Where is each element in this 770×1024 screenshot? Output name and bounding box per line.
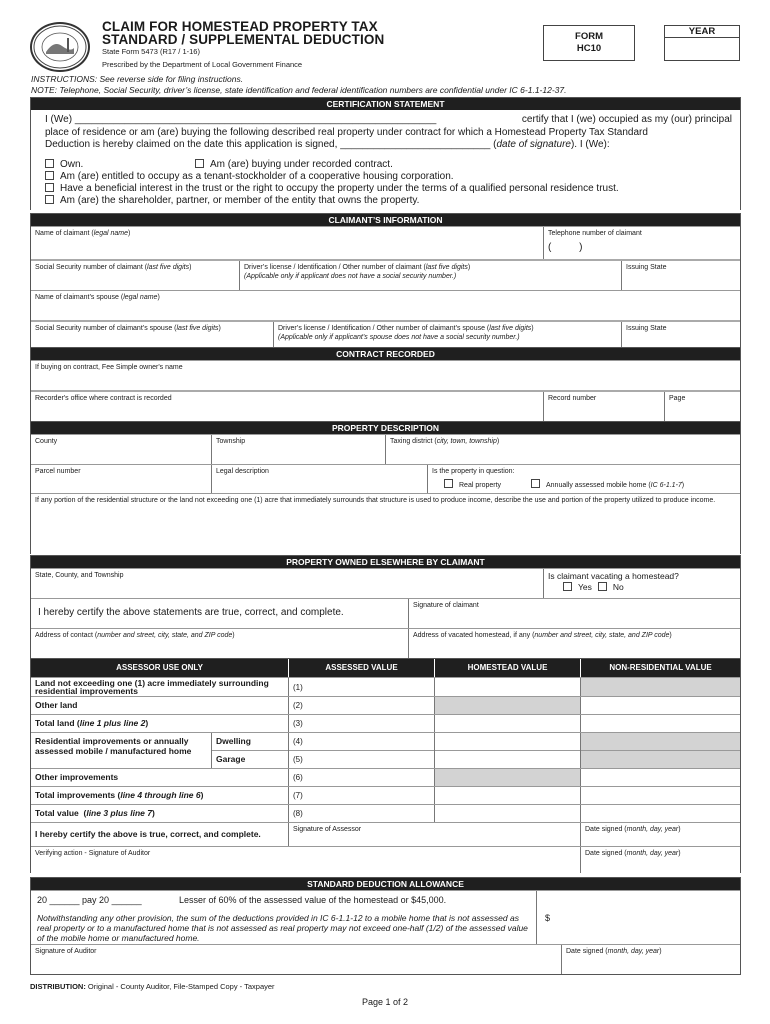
row-8-assessed-field[interactable]: (8) [288,805,434,822]
row-8-nonres-field[interactable] [580,805,740,822]
own-checkbox[interactable] [45,159,54,168]
claimant-certify-text [31,599,408,628]
row-6-label: Other improvements [35,772,119,782]
spouse-ssn-label: Social Security number of claimant’s spouse ( [35,325,177,332]
row-3-nonres-field[interactable] [580,715,740,732]
claimant-signature-label: Signature of claimant [413,602,479,609]
row-7-assessed-field[interactable]: (7) [288,787,434,804]
spouse-name-field[interactable]: Name of claimant’s spouse (legal name) [35,294,160,301]
legal-description-label: Legal description [216,468,269,475]
dl-note: (Applicable only if applicant does not have a social security number.) [244,273,457,280]
non-residential-value-header: NON-RESIDENTIAL VALUE [580,659,740,677]
deduction-year-field[interactable]: 20 ______ pay 20 ______ [37,895,142,905]
cert-line3-suffix: ). I (We): [570,139,610,150]
row-3-label-hint: line 1 plus line 2 [79,718,146,728]
claimant-name-field[interactable]: Name of claimant (legal name) [35,230,131,237]
contact-address-label: Address of contact ( [35,632,98,639]
claimant-dl-field[interactable]: Driver’s license / Identification / Other number of claimant (last five digits) (Applicable only if applicant does not have a social security number.) [239,261,621,290]
recorder-office-label: Recorder's office where contract is recorded [35,395,172,402]
township-label: Township [216,438,246,445]
claimant-name-label: Name of claimant ( [35,230,94,237]
row-4-label: Residential improvements or annually assessed mobile / manufactured home [35,736,192,756]
contract-heading: CONTRACT RECORDED [31,348,740,360]
assessor-signature-field[interactable] [288,823,580,846]
spouse-dl-field[interactable]: Driver’s license / Identification / Other number of claimant’s spouse (last five digits) (Applicable only if applicant’s spouse does not have a social security number.) [273,322,621,352]
cert-we: I (We) [45,114,75,125]
row-5-homestead-field[interactable] [435,750,580,768]
auditor-verify-label: Verifying action - Signature of Auditor [35,850,151,857]
claimant-name-hint: legal name [93,230,128,237]
assessor-date-field[interactable]: Date signed ( month, day, year ) [580,823,740,846]
row-4-nonres-disabled [581,733,740,750]
entity-member-label: Am (are) the shareholder, partner, or member of the entity that owns the property. [60,194,420,206]
deduction-date-field[interactable]: Date signed (month, day, year) [561,945,740,974]
state-form-number: State Form 5473 (R17 / 1-16) [102,47,200,56]
deduction-lesser-text: Lesser of 60% of the assessed value of the homestead or $45,000. [179,895,447,905]
legal-description-field[interactable] [211,465,427,493]
deduction-notwithstanding-text: Notwithstanding any other provision, the sum of the deductions provided in IC 6-1.1-12 to a mobile home that is not assessed as real property or to a manufactured home that is not assessed as real property may not exceed one-half (1/2) of the assessed value of the mobile home or manufactured home. [37,912,528,943]
row-8-label-hint: line 3 plus line 7 [86,808,152,818]
parcel-number-field[interactable] [31,465,211,493]
spouse-name-hint: legal name [123,294,158,301]
claimant-names-field[interactable]: _________________________________________________________________ [74,114,437,125]
spouse-ssn-hint: last five digits [176,325,219,332]
deduction-auditor-signature-field[interactable] [31,945,561,974]
trust-interest-checkbox[interactable] [45,183,54,192]
dwelling-label: Dwelling [216,736,251,747]
spouse-dl-note: (Applicable only if applicant’s spouse does not have a social security number.) [278,334,520,341]
claimant-signature-field[interactable] [408,599,740,628]
spouse-dl-hint: last five digits [489,325,532,332]
vacated-address-label: Address of vacated homestead, if any ( [413,632,535,639]
fee-simple-owner-field[interactable] [31,361,740,390]
row-1-label: Land not exceeding one (1) acre immediately surrounding residential improvements [35,678,269,696]
year-input[interactable] [665,38,739,61]
distribution-text: Original - County Auditor, File-Stamped Copy - Taxpayer [85,982,275,991]
row-7-label: Total improvements ( line 4 through line 6 ) [35,790,204,800]
assessor-date-label: Date signed ( [585,826,627,833]
cert-line2: place of residence or am (are) buying the following described real property under contract for which a Homestead Property Tax Standard [45,126,648,138]
row-2-assessed-field[interactable]: (2) [288,697,434,714]
auditor-verify-date-label: Date signed ( [585,850,627,857]
elsewhere-section [30,555,741,659]
form-title [102,20,384,46]
spouse-dl-label: Driver’s license / Identification / Other number of claimant’s spouse ( [278,325,490,332]
dl-label: Driver’s license / Identification / Other number of claimant ( [244,264,426,271]
income-use-field[interactable] [31,494,740,554]
row-1-homestead-field[interactable] [434,678,580,696]
assessor-certify-text: I hereby certify the above is true, correct, and complete. [35,829,261,840]
cert-line3: Deduction is hereby claimed on the date this application is signed, [45,139,341,150]
form-id-box [543,25,635,61]
entity-member-checkbox[interactable] [45,195,54,204]
property-type-group: Is the property in question: Real property Annually assessed mobile home (IC 6-1.1-7) [427,465,740,493]
area-code-parens: ( ) [548,242,583,253]
deduction-auditor-signature-label: Signature of Auditor [35,948,97,955]
trust-interest-label: Have a beneficial interest in the trust or the right to occupy the property under the terms of a qualified personal residence trust. [60,182,619,194]
row-3-assessed-field[interactable]: (3) [288,715,434,732]
distribution-note [30,982,275,991]
date-of-signature-field[interactable]: ___________________________ [340,139,491,150]
row-3-homestead-field[interactable] [434,715,580,732]
row-7-label-text: Total improvements ( [35,790,121,800]
auditor-verify-field[interactable] [31,847,580,873]
row-7-homestead-field[interactable] [434,787,580,804]
row-6-nonres-field[interactable] [580,769,740,786]
ssn-hint: last five digits [147,264,190,271]
row-2-nonres-field[interactable] [580,697,740,714]
deduction-date-label: Date signed ( [566,948,608,955]
taxing-district-hint: city, town, township [436,438,497,445]
county-label: County [35,438,58,445]
auditor-verify-date-field[interactable]: Date signed ( month, day, year ) [580,847,740,873]
row-3-label: Total land ( line 1 plus line 2 ) [35,718,149,728]
instructions-line: INSTRUCTIONS: See reverse side for filing instructions. [31,74,244,84]
contact-address-field[interactable]: Address of contact (number and street, city, state, and ZIP code) [35,632,235,639]
row-4-assessed-field[interactable]: (4) [293,737,303,747]
contract-section [30,347,741,421]
garage-label: Garage [212,750,288,768]
vacating-label: Is claimant vacating a homestead? [548,571,679,581]
auditor-verify-date-hint: month, day, year [626,850,679,857]
vacating-no-label: No [612,582,624,592]
form-number: HC10 [576,43,602,54]
row-4-homestead-field[interactable] [435,733,580,750]
vacating-group [543,569,740,598]
spouse-name-label: Name of claimant’s spouse ( [35,294,124,301]
vacating-yes-label: Yes [578,582,592,592]
parcel-number-label: Parcel number [35,468,81,475]
deduction-section [30,877,741,975]
telephone-label: Telephone number of claimant [548,230,642,237]
row-1-assessed-field[interactable]: (1) [288,678,434,696]
assessor-use-only-header: ASSESSOR USE ONLY [31,659,288,677]
row-1-nonres-disabled [580,678,740,696]
property-section [30,421,741,554]
row-8-label-text: Total value ( [35,808,87,818]
form-label: FORM [575,31,603,42]
buying-contract-checkbox[interactable] [195,159,204,168]
page-number: Page 1 of 2 [361,997,409,1007]
certification-heading: CERTIFICATION STATEMENT [31,98,740,110]
homestead-value-header: HOMESTEAD VALUE [434,659,580,677]
row-5-assessed-field[interactable]: (5) [289,750,434,768]
county-field[interactable] [31,435,211,464]
tenant-stockholder-label: Am (are) entitled to occupy as a tenant-stockholder of a cooperative housing corporation. [60,170,454,182]
record-number-label: Record number [548,395,597,402]
township-field[interactable] [211,435,385,464]
cert-line1-suffix: certify that I (we) occupied as my (our) principal [521,114,732,125]
state-county-township-field[interactable] [31,569,543,598]
row-7-label-hint: line 4 through line 6 [120,790,201,800]
row-8-homestead-field[interactable] [434,805,580,822]
spouse-ssn-field[interactable]: Social Security number of claimant’s spouse (last five digits) [35,325,221,332]
claimant-section [30,213,741,352]
row-2-label: Other land [35,700,78,710]
certification-section [30,97,741,210]
mobile-home-checkbox[interactable] [531,479,540,488]
property-heading: PROPERTY DESCRIPTION [31,422,740,434]
assessed-value-header: ASSESSED VALUE [288,659,434,677]
title-line-1: CLAIM FOR HOMESTEAD PROPERTY TAX [102,19,378,34]
claimant-heading: CLAIMANT’S INFORMATION [31,214,740,226]
row-7-nonres-field[interactable] [580,787,740,804]
claimant-issuing-state-field[interactable] [621,261,740,290]
fee-simple-owner-label: If buying on contract, Fee Simple owner's name [35,364,183,371]
page-label: Page [669,395,686,402]
tenant-stockholder-checkbox[interactable] [45,171,54,180]
claimant-ssn-field[interactable]: Social Security number of claimant (last five digits) [35,264,192,271]
row-8-label: Total value ( line 3 plus line 7 ) [35,808,155,818]
year-box [664,25,740,61]
real-property-checkbox[interactable] [444,479,453,488]
real-property-label: Real property [459,482,502,489]
row-6-homestead-disabled [434,769,580,786]
deduction-text [31,891,536,944]
dollar-sign: $ [545,913,551,923]
taxing-district-field[interactable]: Taxing district (city, town, township) [385,435,740,464]
ssn-label: Social Security number of claimant ( [35,264,148,271]
telephone-field[interactable] [543,227,740,259]
prescribed-by: Prescribed by the Department of Local Government Finance [102,60,303,69]
assessor-date-hint: month, day, year [626,826,679,833]
issuing-state-label: Issuing State [626,264,667,271]
deduction-date-hint: month, day, year [607,948,660,955]
dl-hint: last five digits [425,264,468,271]
row-3-label-text: Total land ( [35,718,80,728]
assessor-signature-label: Signature of Assessor [293,826,362,833]
certification-text: I (We) _________________________________________________________________ certify that I (we) occupied as my (our) principal place of residence or am (are) buying the following described real property under contract for which a Homestead Property Tax Standard Deduction is hereby claimed on the date this application is signed, ___________________________ (date of signature). I (We): Own. Am (are) buying under recorded contract. Am (are) entitled to occupy as a tenant-stockholder of a cooperative housing corporation. Have a beneficial interest in the trust or the right to occupy the property under the terms of a qualified personal residence trust. Am (are) the shareholder, partner, or member of the entity that owns the property. [45,114,732,206]
mobile-home-label: Annually assessed mobile home ( [546,482,651,489]
elsewhere-heading: PROPERTY OWNED ELSEWHERE BY CLAIMANT [31,556,740,568]
contact-address-hint: number and street, city, state, and ZIP code [97,632,233,639]
vacating-no-checkbox[interactable] [598,582,607,591]
income-use-label: If any portion of the residential structure or the land not exceeding one (1) acre that immediately surrounds that structure is used to produce income, describe the use and portion of the property utilized to produce income. [35,497,716,504]
row-6-assessed-field[interactable]: (6) [288,769,434,786]
certify-statement: I hereby certify the above statements are true, correct, and complete. [38,607,344,618]
vacated-address-field[interactable]: Address of vacated homestead, if any (number and street, city, state, and ZIP code) [408,629,740,659]
row-2-homestead-disabled [434,697,580,714]
buying-contract-label: Am (are) buying under recorded contract. [210,158,393,170]
vacated-address-hint: number and street, city, state, and ZIP code [534,632,670,639]
assessor-table [30,658,741,873]
property-question-label: Is the property in question: [432,468,515,475]
date-of-signature-hint: date of signature [496,139,571,150]
confidentiality-note: NOTE: Telephone, Social Security, driver’s license, state identification and federal identification numbers are confidential under IC 6-1.1-12-37. [31,85,567,95]
own-label: Own. [60,158,84,170]
row-5-nonres-disabled [581,750,740,768]
recorder-office-field[interactable] [31,392,543,421]
state-seal-icon [30,22,90,72]
page-field[interactable] [664,392,740,421]
spouse-issuing-state-label: Issuing State [626,325,667,332]
vacating-yes-checkbox[interactable] [563,582,572,591]
deduction-amount-field[interactable] [536,891,740,944]
taxing-district-label: Taxing district ( [390,438,437,445]
record-number-field[interactable] [543,392,664,421]
deduction-heading: STANDARD DEDUCTION ALLOWANCE [31,878,740,890]
state-county-township-label: State, County, and Township [35,572,124,579]
mobile-home-cite: IC 6-1.1-7 [650,482,682,489]
year-label: YEAR [665,26,739,38]
distribution-label: DISTRIBUTION: [30,982,86,991]
title-line-2: STANDARD / SUPPLEMENTAL DEDUCTION [102,32,385,47]
